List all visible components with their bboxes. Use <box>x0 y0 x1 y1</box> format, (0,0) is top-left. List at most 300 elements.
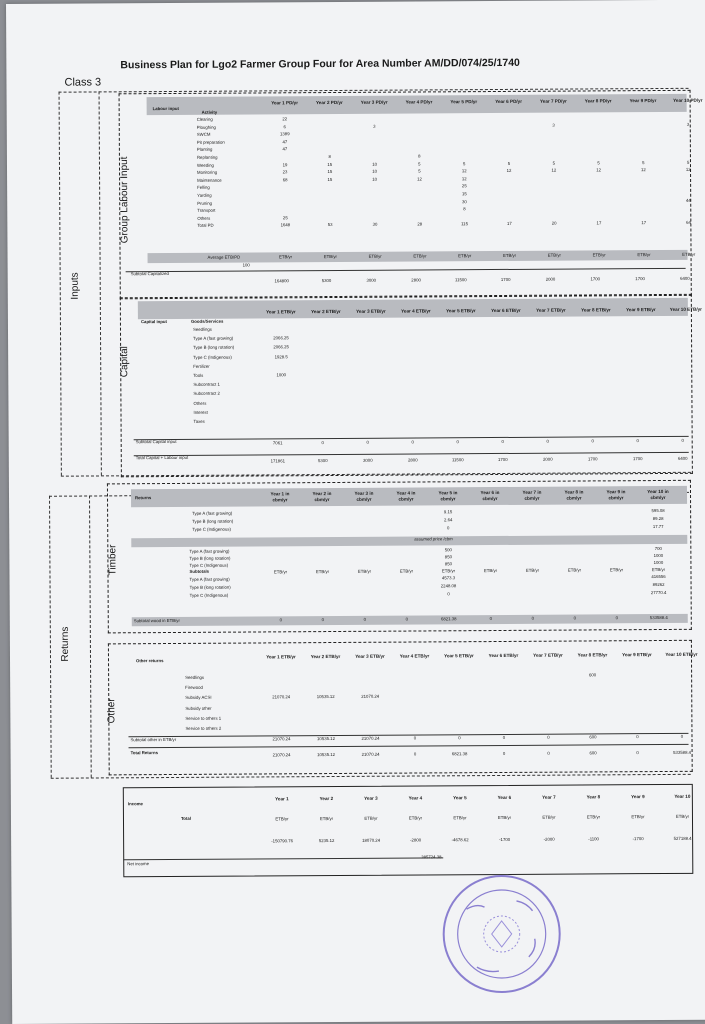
capital-header-1: Year 1 ETB/yr <box>266 309 296 315</box>
timber-header-5: Year 5 in cbm/yr <box>438 490 458 501</box>
income-unit-10: ETB/yr <box>675 813 690 819</box>
income-unit-2: ETB/yr <box>319 816 334 822</box>
page-title: Business Plan for Lgo2 Farmer Group Four for Area Number AM/DD/074/25/1740 <box>120 56 520 72</box>
timber-price-label: Type B (long rotation) <box>189 555 231 561</box>
capital-total-2: 5300 <box>317 458 328 464</box>
timber-value-y10: 27770.4 <box>650 589 667 596</box>
capital-subtotal-10: 0 <box>681 437 684 443</box>
net-income-value: 385724.38 <box>421 854 442 860</box>
labour-avg-unit-8: ETB/yr <box>592 252 606 258</box>
labour-cell-r2-3: 3 <box>373 123 376 129</box>
timber-volume-y5: 9.15 <box>443 509 453 515</box>
capital-header-9: Year 9 ETB/yr <box>626 307 656 313</box>
labour-side-label: Group Labour Input <box>118 156 131 244</box>
capital-total-9: 1700 <box>632 456 643 462</box>
labour-cell-r15-5: 115 <box>461 221 468 227</box>
capital-row-label: Fertilizer <box>193 363 210 369</box>
labour-header-1: Year 1 PD/yr <box>271 100 299 106</box>
labour-row-label: Clearing <box>196 116 213 122</box>
timber-price-y5: 850 <box>444 561 453 567</box>
capital-subtotal-6: 0 <box>501 438 504 444</box>
other-total-5: 6821.38 <box>451 751 468 757</box>
other-header-10: Year 10 ETB/yr <box>665 651 698 657</box>
capital-header-4: Year 4 ETB/yr <box>401 308 431 314</box>
labour-cell-r7-10: 5 <box>686 159 690 165</box>
timber-subtotal-3: 0 <box>363 616 366 622</box>
other-total-2: 10535.12 <box>317 752 336 758</box>
income-unit-5: ETB/yr <box>453 815 467 821</box>
other-subtotal-4: 0 <box>413 735 417 741</box>
labour-cell-r8-10: 12 <box>685 167 691 173</box>
timber-volume-label: Type B (long rotation) <box>192 518 234 524</box>
capital-row-label: Taxes <box>193 418 205 424</box>
timber-subtotal-1: 0 <box>279 617 282 623</box>
other-header-4: Year 4 ETB/yr <box>399 653 430 659</box>
labour-subtotal-2: 5300 <box>321 278 332 284</box>
labour-cell-r9-2: 15 <box>327 176 333 182</box>
timber-unit-4: ETB/yr <box>399 568 414 574</box>
income-total-6: -1700 <box>499 836 511 843</box>
timber-volume-label: Type A (fast growing) <box>192 510 233 516</box>
labour-row-label: Weeding <box>196 162 214 168</box>
labour-subtotal-8: 1700 <box>590 276 601 282</box>
labour-row-label: Yarding <box>197 192 212 198</box>
timber-volume-label: Type C (Indigenous) <box>192 526 231 532</box>
labour-cell-r6-4: 8 <box>418 153 421 159</box>
other-total-7: 0 <box>547 750 550 756</box>
timber-unit-7: ETB/yr <box>525 567 540 573</box>
timber-subtotal-2: 0 <box>321 617 324 623</box>
other-subtotal-2: 10535.12 <box>317 736 335 742</box>
timber-header-2: Year 2 in cbm/yr <box>312 491 332 502</box>
other-header-3: Year 3 ETB/yr <box>355 653 385 659</box>
labour-header-2: Year 2 PD/yr <box>315 99 343 106</box>
timber-value-y10: 89262 <box>652 581 665 588</box>
labour-cell-r2-10: 3 <box>686 121 690 127</box>
other-subtotal-5: 0 <box>458 735 461 741</box>
labour-cell-r8-1: 23 <box>282 169 288 175</box>
capital-subtotal-3: 0 <box>366 439 369 445</box>
labour-avg-unit-1: ETB/yr <box>278 254 293 260</box>
other-row-label: Seedlings <box>185 674 205 680</box>
labour-cell-r8-4: 5 <box>418 168 421 174</box>
timber-header-7: Year 7 in cbm/yr <box>522 489 542 501</box>
labour-header-6: Year 6 PD/yr <box>495 98 523 105</box>
capital-total-6: 1700 <box>497 456 508 463</box>
other-corner-label: Other returns <box>135 658 164 664</box>
income-header-8: Year 8 <box>586 794 601 800</box>
timber-price-y5: 500 <box>444 547 452 553</box>
timber-unit-10: ETB/yr <box>651 566 666 573</box>
other-cell-r3-2: 10535.12 <box>316 694 335 700</box>
other-row-label: Firewood <box>185 684 203 691</box>
capital-total-10: 6400 <box>677 455 688 461</box>
official-stamp-icon <box>436 869 567 1000</box>
other-total-6: 0 <box>502 750 506 756</box>
other-cell-r3-1: 21070.24 <box>272 694 291 700</box>
labour-subtotal-6: 1700 <box>500 276 511 282</box>
labour-cell-r15-4: 28 <box>417 221 423 227</box>
timber-price-y5: 850 <box>444 554 452 560</box>
capital-row-label: Seedlings <box>192 326 212 332</box>
other-total-8: 600 <box>589 750 597 756</box>
capital-total-3: 3000 <box>362 457 373 463</box>
labour-cell-r15-3: 30 <box>372 222 378 228</box>
labour-row-label: Maintenance <box>197 177 222 183</box>
capital-side-label: Capital <box>119 346 131 378</box>
returns-left-border <box>49 496 52 778</box>
labour-row-label: Transport <box>197 207 216 214</box>
net-income-label: Net income <box>127 861 150 867</box>
timber-header-4: Year 4 in cbm/yr <box>396 490 416 502</box>
income-header-10: Year 10 <box>674 793 691 799</box>
other-total-label: Total Returns <box>130 750 158 756</box>
capital-cell-r4-1: 1928.5 <box>274 353 288 359</box>
timber-unit-6: ETB/yr <box>483 568 498 574</box>
labour-row-label: Ploughing <box>196 124 216 130</box>
income-header-9: Year 9 <box>631 794 645 800</box>
other-header-8: Year 8 ETB/yr <box>577 652 608 658</box>
labour-cell-r15-6: 17 <box>506 221 512 227</box>
labour-cell-r9-3: 10 <box>372 176 378 182</box>
capital-cell-r2-1: 2066.25 <box>273 335 289 341</box>
labour-cell-r7-8: 5 <box>597 159 600 165</box>
labour-subtotal-7: 2000 <box>545 276 556 282</box>
income-label: Income <box>127 801 143 807</box>
labour-subtotal-9: 1700 <box>635 276 645 282</box>
inputs-inner-border <box>99 91 102 475</box>
timber-header-9: Year 9 in cbm/yr <box>606 489 626 500</box>
labour-row-label: Replanting <box>196 154 218 160</box>
timber-subtotal-8: 0 <box>573 615 576 621</box>
labour-cell-r9-5: 12 <box>461 175 467 182</box>
other-header-5: Year 5 ETB/yr <box>444 653 474 659</box>
capital-row-label: Subcontract 2 <box>193 391 220 397</box>
other-cell-r1-8: 600 <box>589 672 597 678</box>
labour-header-7: Year 7 PD/yr <box>539 98 567 104</box>
timber-value-label: Type A (fast growing) <box>189 576 230 582</box>
labour-subtotal-1: 164800 <box>274 278 289 284</box>
other-subtotal-1: 21070.24 <box>272 736 291 742</box>
timber-subtotal-9: 0 <box>615 615 618 621</box>
capital-cell-r6-1: 1000 <box>276 372 287 378</box>
other-side-label: Other <box>106 698 118 724</box>
timber-price-label: Type C (Indigenous) <box>189 562 229 568</box>
labour-row-label: Monitoring <box>197 169 218 176</box>
labour-avg-unit-4: ETB/yr <box>413 253 427 259</box>
labour-cell-r10-5: 25 <box>461 183 467 189</box>
timber-subtotal-7: 0 <box>531 615 534 621</box>
timber-header-3: Year 3 in cbm/yr <box>354 490 374 502</box>
labour-cell-r8-5: 12 <box>461 168 467 174</box>
returns-inner-border <box>89 495 92 777</box>
labour-cell-r7-3: 10 <box>372 161 377 167</box>
timber-volume-y10: 89.28 <box>652 515 664 522</box>
labour-header-8: Year 8 PD/yr <box>584 98 612 104</box>
labour-cell-r8-2: 15 <box>327 169 333 175</box>
capital-header-7: Year 7 ETB/yr <box>536 307 566 313</box>
labour-cell-r15-10: 64 <box>686 220 691 226</box>
capital-row-label: Type A (fast growing) <box>193 335 234 342</box>
other-row-label: Service to others 2 <box>185 725 222 731</box>
timber-price-label: Type A (fast growing) <box>189 548 230 554</box>
labour-subtotal-5: 11500 <box>455 277 467 283</box>
labour-avg-unit-6: ETB/yr <box>502 252 517 258</box>
timber-subtotal-5: 6821.38 <box>440 616 457 622</box>
income-total-9: -1700 <box>632 836 644 842</box>
capital-row-label: Interest <box>193 409 208 415</box>
other-total-10: 533588.4 <box>673 749 692 755</box>
labour-cell-r7-7: 5 <box>552 160 555 166</box>
other-header-1: Year 1 ETB/yr <box>266 654 296 660</box>
capital-header-3: Year 3 ETB/yr <box>356 308 386 314</box>
timber-subtotal-10: 533588.4 <box>649 614 668 621</box>
labour-cell-r12-5: 30 <box>461 198 467 204</box>
capital-cell-r3-1: 2066.25 <box>273 344 289 350</box>
income-header-4: Year 4 <box>408 795 423 801</box>
income-unit-3: ETB/yr <box>364 815 378 821</box>
capital-subtotal-1: 7061 <box>272 440 283 446</box>
timber-subtotals-label: Subtotals <box>189 568 210 574</box>
income-total-label: Total <box>180 815 191 821</box>
labour-avg-unit-5: ETB/yr <box>458 253 472 259</box>
income-total-1: -150790.76 <box>271 838 294 844</box>
labour-avg-label: Average ETB/PD <box>207 254 241 260</box>
labour-cell-r15-8: 17 <box>596 220 602 226</box>
capital-subtotal-9: 0 <box>636 438 639 444</box>
other-subtotal-10: 0 <box>680 733 684 739</box>
labour-cell-r8-9: 12 <box>641 167 646 173</box>
timber-price-y10: 700 <box>654 546 662 552</box>
section-label-returns: Returns <box>59 626 72 662</box>
capital-subtotal-7: 0 <box>546 438 549 444</box>
timber-volume-y10: 17.77 <box>652 523 664 530</box>
timber-unit-3: ETB/yr <box>357 568 372 574</box>
labour-row-label: Others <box>197 215 211 221</box>
timber-unit-8: ETB/yr <box>567 567 582 573</box>
income-total-8: -1100 <box>588 836 599 842</box>
other-total-1: 21070.24 <box>272 752 291 758</box>
labour-cell-r11-5: 15 <box>461 191 467 197</box>
labour-row-label: Pruning <box>197 200 213 206</box>
capital-header-8: Year 8 ETB/yr <box>581 307 611 313</box>
timber-header-1: Year 1 in cbm/yr <box>270 491 290 502</box>
labour-cell-r6-2: 8 <box>328 154 331 160</box>
income-header-2: Year 2 <box>319 796 334 802</box>
labour-avg-unit-10: ETB/yr <box>682 251 696 257</box>
capital-header-5: Year 5 ETB/yr <box>446 308 476 314</box>
capital-row-label: Subcontract 1 <box>193 381 220 388</box>
timber-side-label: Timber <box>107 544 119 576</box>
capital-header-2: Year 2 ETB/yr <box>311 308 341 315</box>
timber-unit-2: ETB/yr <box>315 569 330 575</box>
labour-header-5: Year 5 PD/yr <box>450 99 478 105</box>
income-total-7: -2000 <box>543 836 555 842</box>
other-subtotal-7: 0 <box>547 734 550 740</box>
labour-cell-r15-7: 20 <box>551 221 557 227</box>
labour-corner-label: Labour input <box>152 105 179 112</box>
capital-subtotal-label: Subtotal Capital input <box>135 438 177 445</box>
capital-col-label: Goods/Services <box>190 318 224 324</box>
labour-row-label: Planting <box>196 147 213 153</box>
inputs-left-border <box>59 92 62 476</box>
income-unit-4: ETB/yr <box>408 815 423 821</box>
capital-header-6: Year 6 ETB/yr <box>491 307 521 314</box>
labour-cell-r1-1: 22 <box>282 116 288 122</box>
other-total-9: 0 <box>636 750 639 756</box>
labour-subtotal-3: 3000 <box>366 277 377 283</box>
income-total-4: -2800 <box>410 837 422 843</box>
capital-subtotal-2: 0 <box>321 440 324 446</box>
labour-cell-r14-1: 25 <box>282 215 288 221</box>
income-total-2: 5235.12 <box>318 838 335 844</box>
capital-total-5: 11500 <box>451 457 464 463</box>
income-total-3: 18070.24 <box>362 837 381 843</box>
capital-corner-label: Capital input <box>140 319 167 325</box>
capital-total-8: 1700 <box>587 456 598 462</box>
capital-subtotal-5: 0 <box>456 439 459 445</box>
timber-value-y5: 2248.08 <box>440 583 457 589</box>
timber-subtotal-6: 0 <box>489 616 492 622</box>
labour-cell-r7-6: 5 <box>507 160 511 166</box>
labour-cell-r8-8: 12 <box>596 167 602 173</box>
capital-row-label: Type B (long rotation) <box>193 345 235 351</box>
income-header-7: Year 7 <box>542 794 556 800</box>
income-header-3: Year 3 <box>364 795 378 801</box>
capital-total-4: 2800 <box>407 457 418 463</box>
timber-volume-y10: 595.08 <box>651 507 665 514</box>
labour-cell-r4-1: 47 <box>282 139 288 145</box>
capital-total-label: Total Capital + Labour input <box>135 454 189 461</box>
other-subtotal-3: 21070.24 <box>361 735 380 741</box>
timber-header-6: Year 6 in cbm/yr <box>480 489 500 501</box>
labour-cell-r12-10: 44 <box>685 197 691 203</box>
timber-value-y5: 4573.3 <box>441 575 456 581</box>
labour-cell-r7-2: 15 <box>327 161 333 167</box>
income-total-10: 527188.4 <box>673 835 692 841</box>
other-subtotal-6: 0 <box>502 734 506 740</box>
other-total-4: 0 <box>413 751 417 757</box>
other-row-label: Subsidy ACSI <box>185 695 212 701</box>
timber-price-y10: 1000 <box>653 552 664 559</box>
capital-total-7: 2000 <box>542 456 553 462</box>
income-total-5: -4678.62 <box>451 837 469 843</box>
labour-cell-r7-5: 5 <box>462 160 466 166</box>
labour-subtotal-10: 6400 <box>680 275 690 281</box>
income-unit-8: ETB/yr <box>586 814 601 820</box>
labour-cell-r3-1: 1389 <box>280 131 290 137</box>
other-header-9: Year 9 ETB/yr <box>622 652 652 658</box>
labour-cell-r7-9: 5 <box>642 159 645 165</box>
labour-cell-r8-3: 10 <box>372 168 378 174</box>
timber-unit-1: ETB/yr <box>273 569 288 575</box>
labour-cell-r9-1: 68 <box>282 177 288 183</box>
labour-row-label: Total PD <box>197 223 214 229</box>
labour-cell-r13-5: 8 <box>463 206 466 212</box>
capital-row-label: Tools <box>193 372 204 378</box>
labour-cell-r7-1: 19 <box>282 161 288 167</box>
labour-cell-r15-1: 1648 <box>280 222 291 228</box>
timber-value-label: Type B (long rotation) <box>189 584 231 590</box>
other-row-label: Subsidy other <box>185 705 212 711</box>
timber-header-8: Year 8 in cbm/yr <box>564 489 584 501</box>
timber-unit-5: ETB/yr <box>441 568 456 574</box>
income-header-5: Year 5 <box>453 795 467 801</box>
timber-unit-9: ETB/yr <box>609 567 624 573</box>
capital-subtotal-4: 0 <box>411 439 414 445</box>
labour-avg-unit-7: ETB/yr <box>547 252 561 258</box>
timber-assumed-label: assumed price /cbm <box>414 536 453 542</box>
labour-header-3: Year 3 PD/yr <box>360 99 388 105</box>
labour-header-4: Year 4 PD/yr <box>405 99 433 105</box>
other-row-label: Service to others 1 <box>185 715 222 721</box>
income-header-6: Year 6 <box>497 794 512 801</box>
labour-cell-r8-7: 12 <box>551 167 557 173</box>
labour-cell-r15-2: 53 <box>327 222 333 228</box>
timber-value-y10: 416556 <box>651 573 666 580</box>
timber-header-10: Year 10 in cbm/yr <box>647 488 669 500</box>
income-unit-9: ETB/yr <box>631 814 645 820</box>
other-header-7: Year 7 ETB/yr <box>533 652 563 658</box>
class-label: Class 3 <box>64 76 102 89</box>
labour-avg-unit-3: ETB/yr <box>368 253 382 259</box>
capital-row-label: Others <box>193 400 207 406</box>
labour-avg-value: 100 <box>242 262 250 268</box>
capital-row-label: Type C (Indigenous) <box>193 354 232 360</box>
other-subtotal-label: Subtotal other in ETB/yr <box>130 736 177 743</box>
other-total-3: 21070.24 <box>361 751 380 757</box>
labour-activity-label: Activity <box>201 109 218 115</box>
labour-cell-r2-7: 3 <box>552 122 555 128</box>
timber-corner-label: Returns <box>135 495 152 501</box>
labour-cell-r7-4: 5 <box>418 161 421 167</box>
other-header-2: Year 2 ETB/yr <box>310 653 341 660</box>
labour-row-label: SWCM <box>196 131 211 138</box>
income-unit-1: ETB/yr <box>275 816 289 822</box>
timber-volume-y5: 2.64 <box>443 517 453 523</box>
labour-cell-r8-6: 12 <box>506 168 512 174</box>
labour-header-10: Year 10 PD/yr <box>673 97 703 103</box>
capital-total-1: 171861 <box>270 458 285 464</box>
labour-row-label: Felling <box>197 185 210 191</box>
capital-header-10: Year 10 ETB/yr <box>669 306 702 312</box>
timber-subtotal-label: Subtotal wood in ETB/yr <box>133 617 180 624</box>
timber-volume-y5: 0 <box>446 525 450 531</box>
income-header-1: Year 1 <box>275 796 289 802</box>
document-page <box>6 0 705 1024</box>
timber-price-y10: 1000 <box>653 559 664 566</box>
timber-subtotal-4: 0 <box>405 616 408 622</box>
labour-row-label: Pit preparation <box>196 139 225 145</box>
labour-cell-r5-1: 47 <box>282 146 288 152</box>
other-subtotal-9: 0 <box>636 734 639 740</box>
labour-subtotal-4: 2800 <box>411 277 421 283</box>
labour-subtotal-label: Subtotal Capitalized <box>130 271 169 277</box>
labour-cell-r2-1: 6 <box>283 123 286 129</box>
timber-value-y5: 0 <box>447 591 450 597</box>
other-header-6: Year 6 ETB/yr <box>488 652 519 659</box>
income-unit-7: ETB/yr <box>542 814 556 820</box>
timber-value-label: Type C (Indigenous) <box>189 592 229 598</box>
labour-header-9: Year 9 PD/yr <box>629 98 657 104</box>
labour-cell-r9-4: 12 <box>417 176 422 182</box>
labour-avg-unit-9: ETB/yr <box>637 252 651 258</box>
capital-subtotal-8: 0 <box>591 438 594 444</box>
other-subtotal-8: 600 <box>589 734 597 740</box>
labour-cell-r15-9: 17 <box>641 220 647 226</box>
income-unit-6: ETB/yr <box>497 814 512 821</box>
section-label-inputs: Inputs <box>69 272 81 300</box>
